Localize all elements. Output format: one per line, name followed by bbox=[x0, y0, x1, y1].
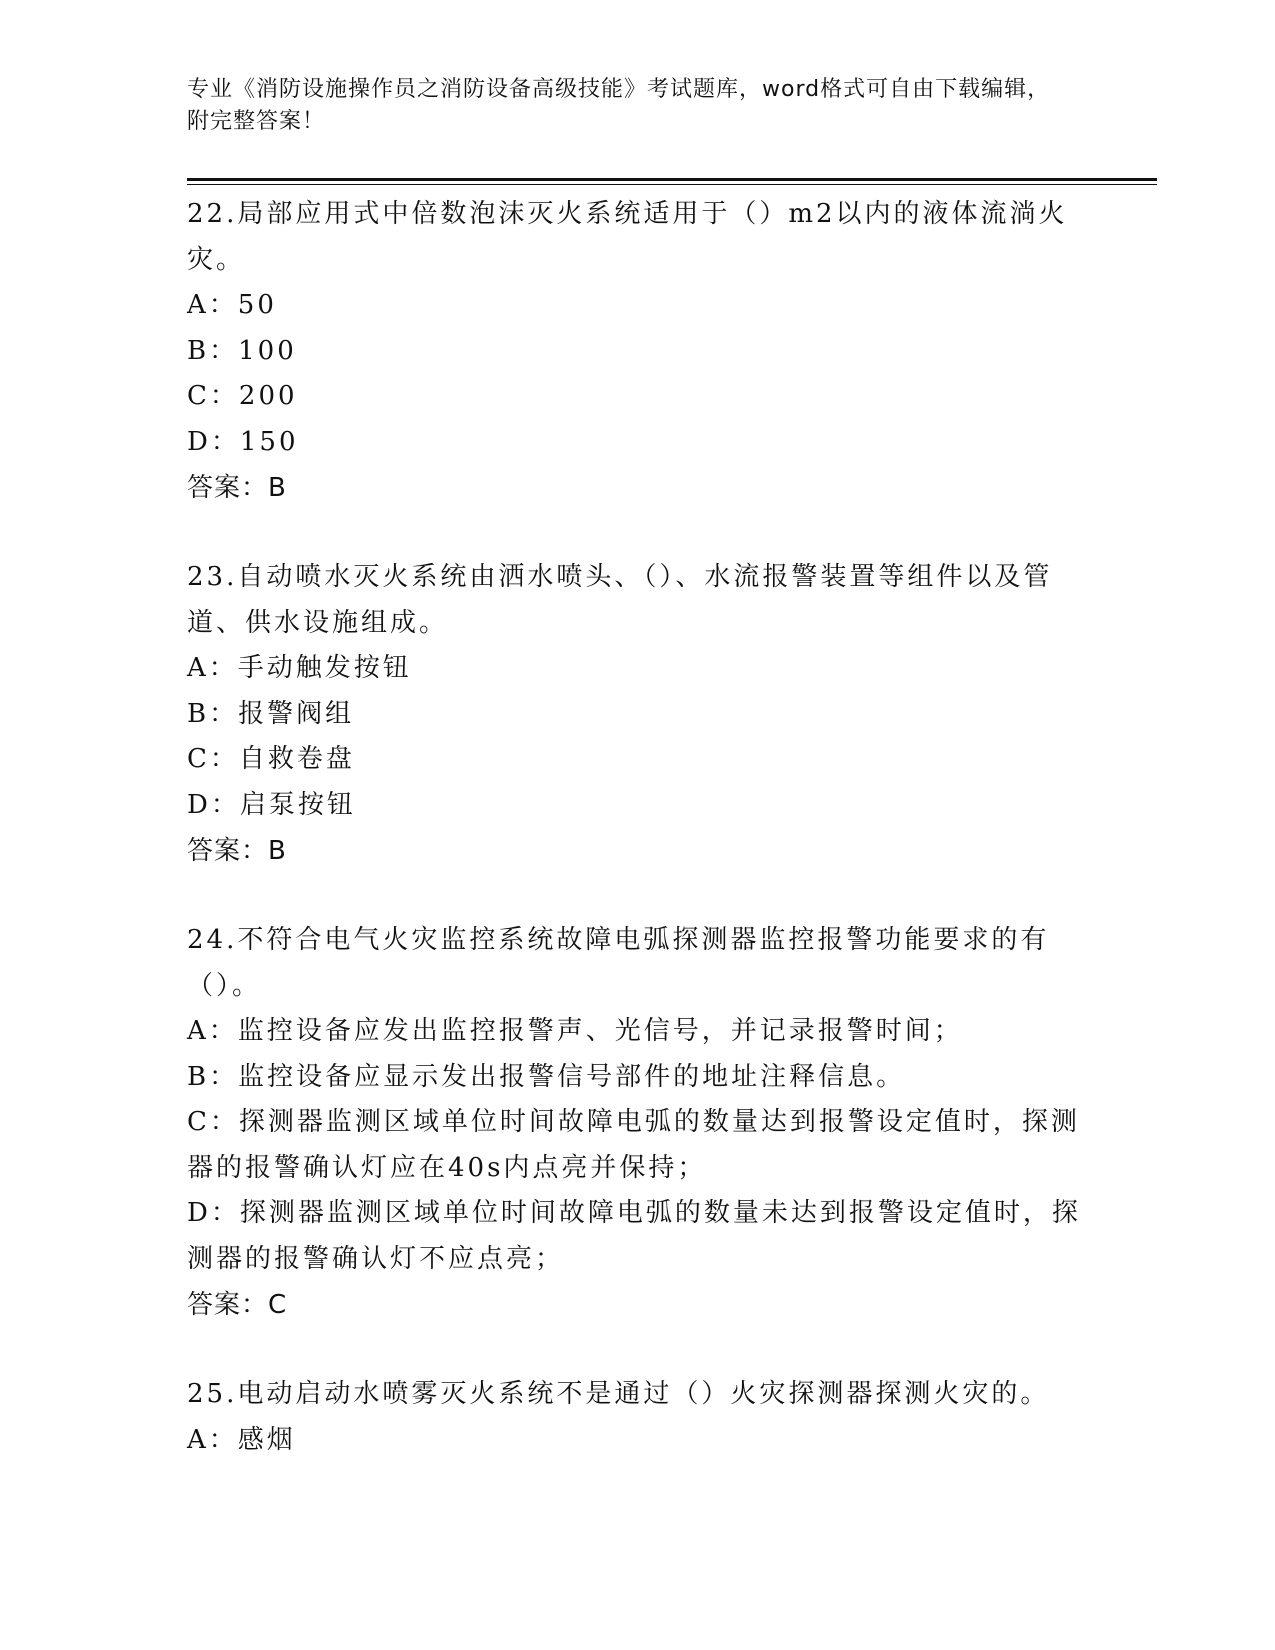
option-text: 200 bbox=[238, 381, 298, 411]
option-key: D： bbox=[187, 1198, 240, 1228]
option-b bbox=[187, 692, 1087, 738]
option-text: 感烟 bbox=[237, 1424, 296, 1455]
header-divider-thick bbox=[187, 178, 1157, 181]
option-d bbox=[187, 1191, 1087, 1282]
option-text: 监控设备应发出监控报警声、光信号，并记录报警时间； bbox=[237, 1016, 963, 1046]
option-key: C： bbox=[187, 744, 239, 774]
document-header: 专业《消防设施操作员之消防设备高级技能》考试题库，word格式可自由下载编辑，附完整答案！ bbox=[187, 77, 1051, 134]
answer-line: 答案：B bbox=[187, 836, 287, 866]
option-text: 探测器监测区域单位时间故障电弧的数量未达到报警设定值时，探测器的报警确认灯不应点亮； bbox=[187, 1198, 1081, 1274]
option-d bbox=[187, 420, 1087, 466]
question-22 bbox=[187, 192, 1087, 511]
option-key: C： bbox=[187, 1107, 239, 1137]
option-key: C： bbox=[187, 381, 239, 411]
option-key: B： bbox=[187, 698, 239, 729]
option-text: 50 bbox=[237, 290, 277, 320]
answer-line: 答案：B bbox=[187, 473, 287, 503]
option-text: 150 bbox=[239, 426, 299, 457]
option-text: 启泵按钮 bbox=[239, 789, 356, 820]
option-text: 监控设备应显示发出报警信号部件的地址注释信息。 bbox=[238, 1061, 906, 1092]
option-key: D： bbox=[187, 426, 240, 457]
option-text: 自救卷盘 bbox=[238, 744, 355, 774]
question-23 bbox=[187, 555, 1087, 874]
option-key: A： bbox=[187, 290, 238, 320]
option-a bbox=[187, 1009, 1087, 1055]
option-key: A： bbox=[187, 1424, 238, 1455]
option-c bbox=[187, 737, 1087, 783]
question-25 bbox=[187, 1372, 1087, 1463]
question-stem: 23.自动喷水灭火系统由洒水喷头、（）、水流报警装置等组件以及管道、供水设施组成。 bbox=[187, 562, 1053, 638]
option-key: A： bbox=[187, 653, 238, 683]
question-24 bbox=[187, 918, 1087, 1328]
option-text: 探测器监测区域单位时间故障电弧的数量达到报警设定值时，探测器的报警确认灯应在40s内点亮并保持； bbox=[187, 1107, 1080, 1183]
option-a bbox=[187, 283, 1087, 329]
question-stem: 22.局部应用式中倍数泡沫灭火系统适用于（）m2以内的液体流淌火灾。 bbox=[187, 199, 1068, 275]
option-text: 100 bbox=[238, 335, 297, 366]
option-a bbox=[187, 646, 1087, 692]
option-c bbox=[187, 374, 1087, 420]
option-key: A： bbox=[187, 1016, 238, 1046]
option-text: 手动触发按钮 bbox=[237, 653, 412, 683]
header-divider-thin bbox=[187, 184, 1157, 185]
question-stem: 24.不符合电气火灾监控系统故障电弧探测器监控报警功能要求的有（）。 bbox=[187, 925, 1050, 1001]
option-key: B： bbox=[187, 335, 239, 366]
option-c bbox=[187, 1100, 1087, 1191]
question-stem: 25.电动启动水喷雾灭火系统不是通过（）火灾探测器探测火灾的。 bbox=[187, 1379, 1050, 1409]
answer-line: 答案：C bbox=[187, 1290, 288, 1320]
option-d bbox=[187, 783, 1087, 829]
option-b bbox=[187, 329, 1087, 375]
option-text: 报警阀组 bbox=[238, 698, 355, 729]
option-key: B： bbox=[187, 1061, 239, 1092]
question-list bbox=[187, 192, 1087, 1507]
option-a bbox=[187, 1418, 1087, 1464]
option-b bbox=[187, 1055, 1087, 1101]
option-key: D： bbox=[187, 789, 240, 820]
